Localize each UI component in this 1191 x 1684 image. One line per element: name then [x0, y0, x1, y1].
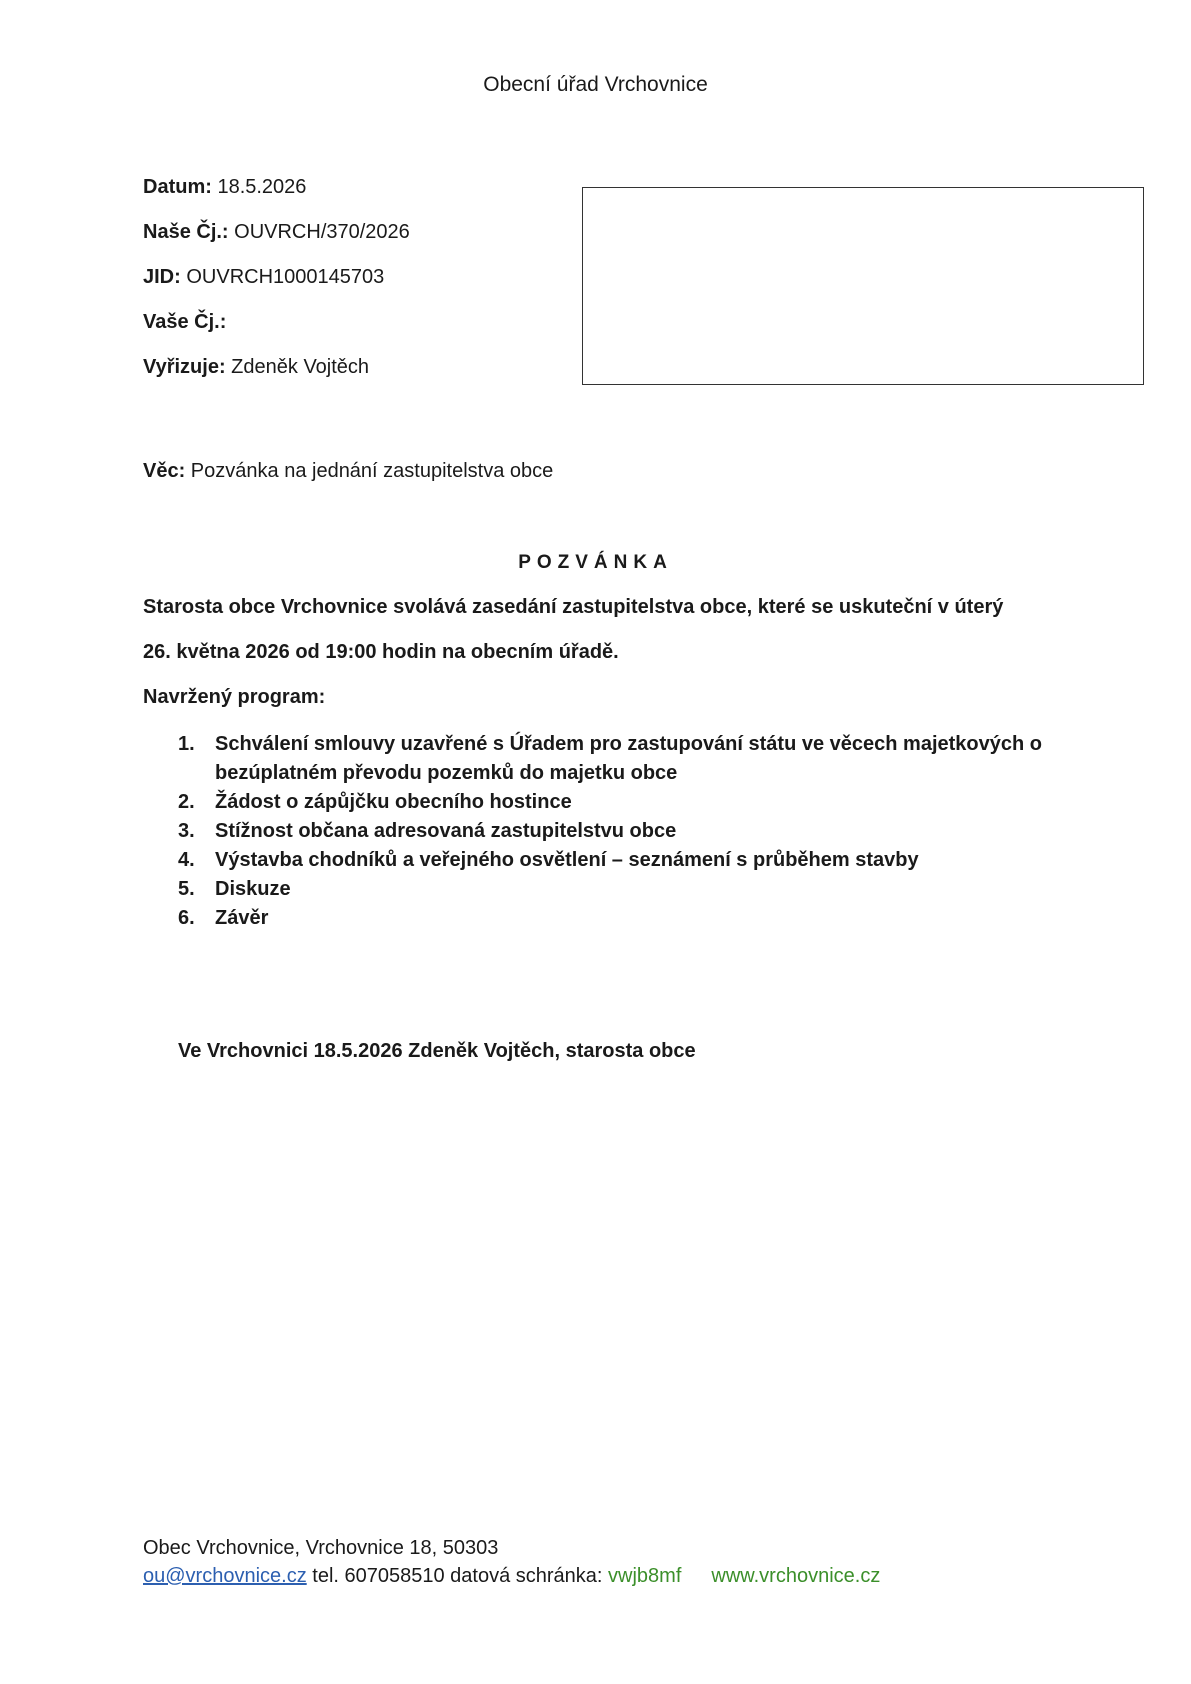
agenda-text: Stížnost občana adresovaná zastupitelstvu obce — [215, 820, 677, 842]
agenda-item-5 — [178, 875, 1058, 904]
nase-cj-label: Naše Čj.: — [143, 221, 229, 243]
agenda-list — [178, 730, 1058, 933]
website-link[interactable]: www.vrchovnice.cz — [711, 1565, 881, 1587]
agenda-item-2 — [178, 788, 1058, 817]
data-box-id: vwjb8mf — [608, 1565, 682, 1587]
agenda-item-6 — [178, 904, 1058, 933]
footer-contacts — [143, 1565, 880, 1588]
vyrizuje-value: Zdeněk Vojtěch — [225, 356, 370, 378]
subject-value: Pozvánka na jednání zastupitelstva obce — [185, 460, 554, 482]
agenda-text: Výstavba chodníků a veřejného osvětlení – seznámení s průběhem stavby — [215, 849, 919, 871]
meta-vyrizuje — [143, 356, 369, 379]
subject-label: Věc: — [143, 460, 186, 482]
agenda-item-1 — [178, 730, 1058, 788]
invitation-line-2: 26. května 2026 od 19:00 hodin na obecním úřadě. — [143, 641, 619, 663]
signature-line: Ve Vrchovnici 18.5.2026 Zdeněk Vojtěch, starosta obce — [178, 1040, 696, 1062]
nase-cj-value: OUVRCH/370/2026 — [228, 221, 410, 243]
program-label: Navržený program: — [143, 686, 326, 708]
agenda-number: 3. — [178, 820, 195, 842]
agenda-number: 6. — [178, 907, 195, 929]
phone-text: tel. 607058510 datová schránka: — [306, 1565, 609, 1587]
meta-datum — [143, 176, 306, 199]
office-title: Obecní úřad Vrchovnice — [483, 73, 708, 96]
meta-nase-cj — [143, 221, 410, 244]
email-link[interactable]: ou@vrchovnice.cz — [143, 1565, 307, 1587]
agenda-number: 5. — [178, 878, 195, 900]
jid-label: JID: — [143, 266, 181, 288]
recipient-address-box — [582, 187, 1144, 385]
vase-cj-label: Vaše Čj.: — [143, 311, 227, 333]
agenda-number: 1. — [178, 733, 195, 755]
footer-address: Obec Vrchovnice, Vrchovnice 18, 50303 — [143, 1537, 499, 1559]
datum-label: Datum: — [143, 176, 212, 198]
invitation-heading: POZVÁNKA — [518, 552, 673, 573]
agenda-number: 2. — [178, 791, 195, 813]
vyrizuje-label: Vyřizuje: — [143, 356, 226, 378]
invitation-line-1: Starosta obce Vrchovnice svolává zasedání zastupitelstva obce, které se uskuteční v úterý — [143, 596, 1004, 618]
agenda-text: Žádost o zápůjčku obecního hostince — [215, 791, 572, 813]
agenda-text: Schválení smlouvy uzavřené s Úřadem pro zastupování státu ve věcech majetkových o bezúplatném převodu pozemků do majetku obce — [215, 733, 1042, 784]
agenda-text: Závěr — [215, 907, 269, 929]
meta-vase-cj — [143, 311, 226, 334]
datum-value: 18.5.2026 — [211, 176, 307, 198]
subject-line — [143, 460, 553, 483]
agenda-text: Diskuze — [215, 878, 291, 900]
meta-jid — [143, 266, 384, 289]
agenda-item-3 — [178, 817, 1058, 846]
agenda-item-4 — [178, 846, 1058, 875]
agenda-number: 4. — [178, 849, 195, 871]
jid-value: OUVRCH1000145703 — [180, 266, 385, 288]
